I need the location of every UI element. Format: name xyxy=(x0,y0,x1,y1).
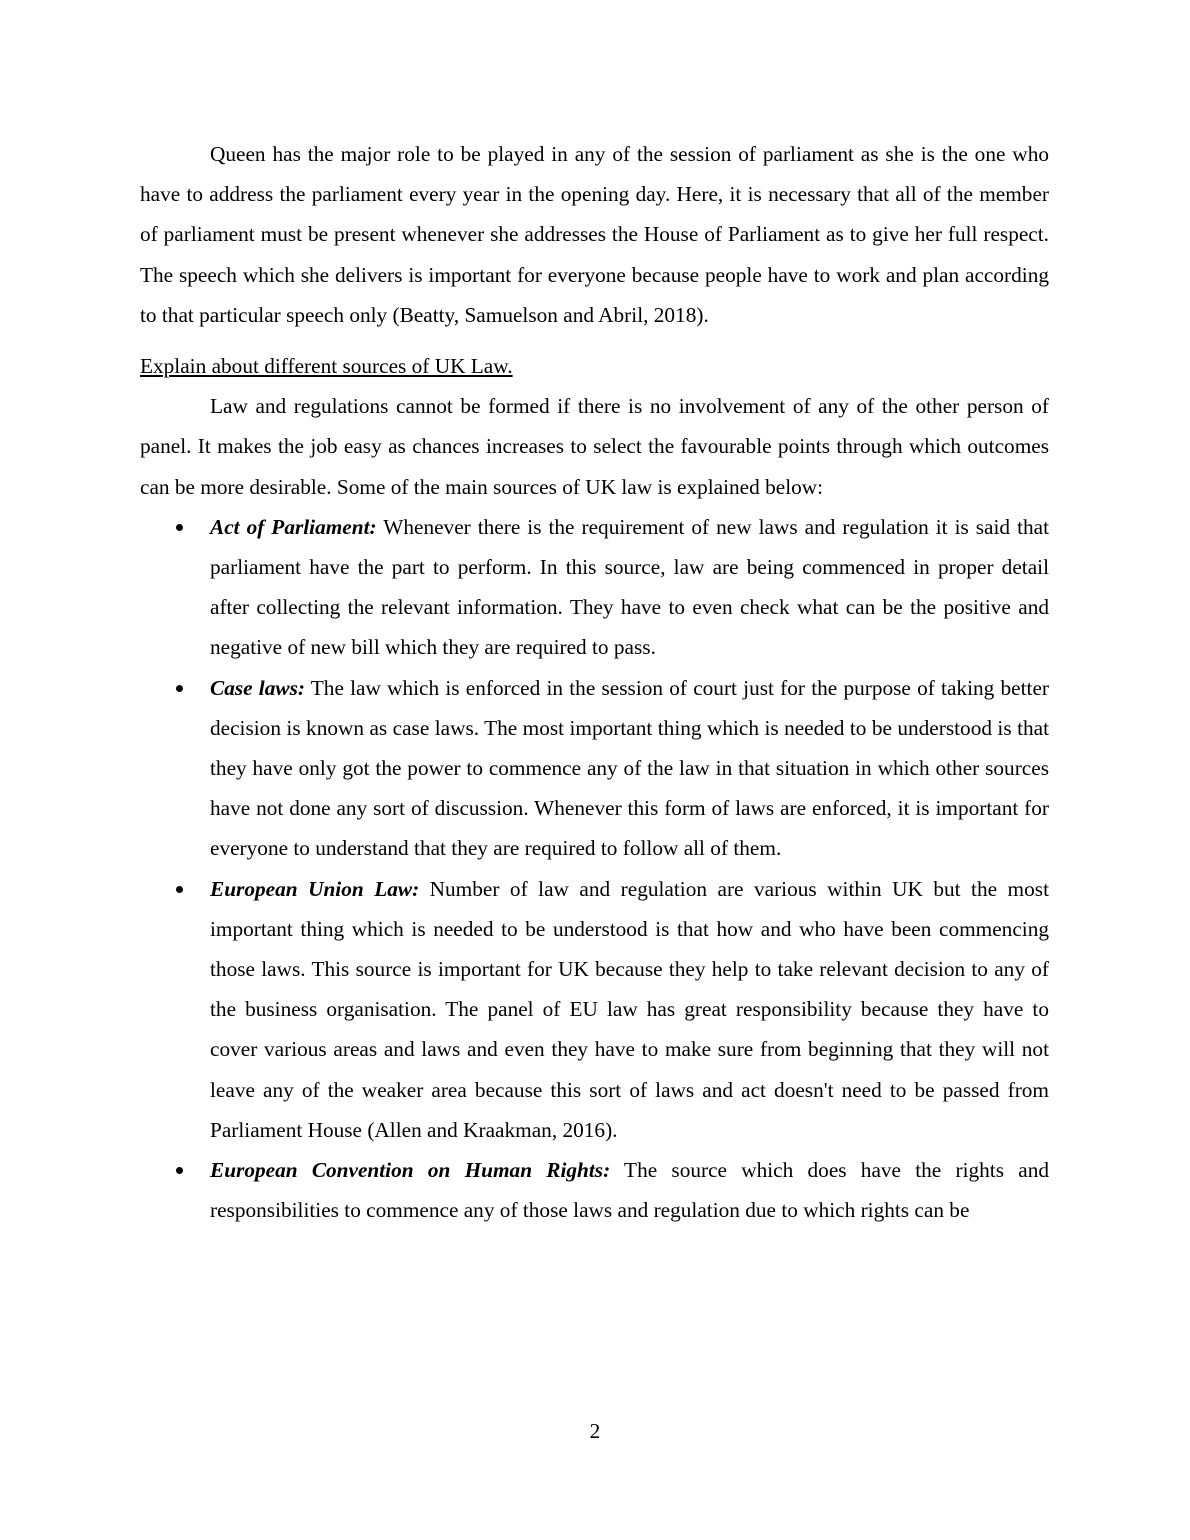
description-european-union-law: Number of law and regulation are various within UK but the most important thing which is needed to be understood is that how and who have been commencing those laws. This source is important for UK because they help to take relevant decision to any of the business organisation. The panel of EU law has great responsibility because they have to cover various areas and laws and even they have to make sure from beginning that they will not leave any of the weaker area because this sort of laws and act doesn't need to be passed from Parliament House (Allen and Kraakman, 2016). xyxy=(210,876,1049,1142)
term-case-laws: Case laws: xyxy=(210,675,305,700)
term-european-union-law: European Union Law: xyxy=(210,876,420,901)
intro-paragraph: Queen has the major role to be played in any of the session of parliament as she is the one who have to address the parliament every year in the opening day. Here, it is necessary that all of the member of parliament must be present whenever she addresses the House of Parliament as to give her full respect. The speech which she delivers is important for everyone because people have to work and plan according to that particular speech only (Beatty, Samuelson and Abril, 2018). xyxy=(140,142,1049,327)
list-item-case-laws xyxy=(140,668,1049,869)
bullet-icon xyxy=(176,524,183,531)
list-item-echr xyxy=(140,1150,1049,1230)
description-case-laws: The law which is enforced in the session of court just for the purpose of taking better decision is known as case laws. The most important thing which is needed to be understood is that they have only got the power to commence any of the law in that situation in which other sources have not done any sort of discussion. Whenever this form of laws are enforced, it is important for everyone to understand that they are required to follow all of them. xyxy=(210,675,1049,861)
list-item-act-of-parliament xyxy=(140,507,1049,668)
section-intro-paragraph: Law and regulations cannot be formed if there is no involvement of any of the other person of panel. It makes the job easy as chances increases to select the favourable points through which outcomes can be more desirable. Some of the main sources of UK law is explained below: xyxy=(140,394,1049,499)
bullet-icon xyxy=(176,886,183,893)
term-echr: European Convention on Human Rights: xyxy=(210,1158,611,1183)
page-number: 2 xyxy=(589,1419,601,1443)
list-item-european-union-law xyxy=(140,869,1049,1150)
bullet-icon xyxy=(176,1167,183,1174)
term-act-of-parliament: Act of Parliament: xyxy=(210,514,377,539)
bullet-icon xyxy=(176,685,183,692)
description-echr: The source which does have the rights and responsibilities to commence any of those laws and regulation due to which rights can be xyxy=(210,1158,1050,1223)
section-heading: Explain about different sources of UK Law. xyxy=(140,354,513,379)
sources-list xyxy=(140,507,1049,1231)
page-body xyxy=(140,134,1049,1230)
description-act-of-parliament: Whenever there is the requirement of new laws and regulation it is said that parliament have the part to perform. In this source, law are being commenced in proper detail after collecting the relevant information. They have to even check what can be the positive and negative of new bill which they are required to pass. xyxy=(210,514,1050,660)
